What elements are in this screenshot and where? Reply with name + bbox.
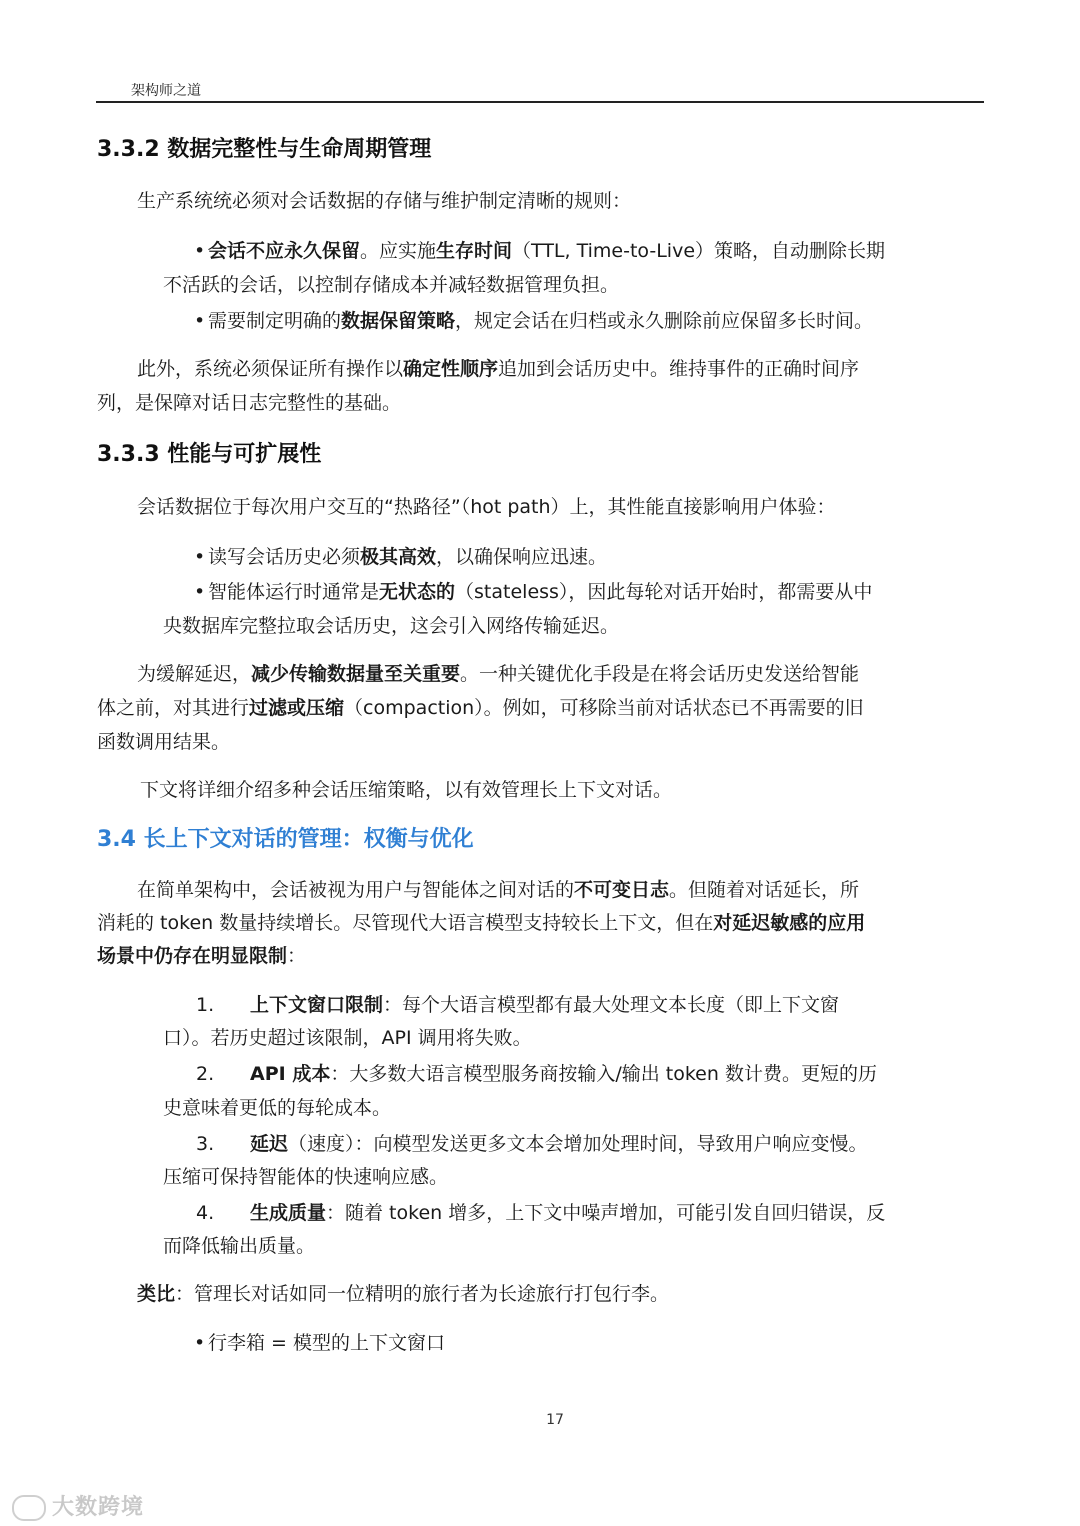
sec332-intro: 生产系统统必须对会话数据的存储与维护制定清晰的规则：	[137, 190, 632, 212]
watermark: 大数跨境	[12, 1490, 144, 1521]
heading-3-4: 3.4 长上下文对话的管理：权衡与优化	[97, 827, 474, 852]
header-rule	[96, 101, 984, 103]
sec333-para-2: 为缓解延迟，减少传输数据量至关重要。一种关键优化手段是在将会话历史发送给智能	[137, 663, 860, 685]
bullet-icon: •	[194, 310, 206, 332]
sec332-bullet-1-cont: 不活跃的会话，以控制存储成本并减轻数据管理负担。	[163, 274, 620, 296]
list-item-1: 1. 上下文窗口限制：每个大语言模型都有最大处理文本长度（即上下文窗	[196, 994, 840, 1016]
heading-3-3-2: 3.3.2 数据完整性与生命周期管理	[97, 137, 432, 162]
sec34-para-1-cont: 消耗的 token 数量持续增长。尽管现代大语言模型支持较长上下文，但在对延迟敏感的应用	[97, 912, 866, 934]
sec333-para-2-end: 函数调用结果。	[97, 731, 231, 753]
list-item-3: 3. 延迟（速度）：向模型发送更多文本会增加处理时间，导致用户响应变慢。	[196, 1133, 868, 1155]
sec333-bullet-2: • 智能体运行时通常是无状态的（stateless），因此每轮对话开始时，都需要从中	[194, 575, 872, 609]
sec333-para-2-cont: 体之前，对其进行过滤或压缩（compaction）。例如，可移除当前对话状态已不再需要的旧	[97, 697, 864, 719]
sec34-para-1-end: 场景中仍存在明显限制：	[97, 945, 307, 967]
list-item-3-cont: 压缩可保持智能体的快速响应感。	[163, 1166, 449, 1188]
list-item-2-cont: 史意味着更低的每轮成本。	[163, 1097, 392, 1119]
sec34-para-1: 在简单架构中，会话被视为用户与智能体之间对话的不可变日志。但随着对话延长，所	[137, 879, 860, 901]
sec332-para-2: 此外，系统必须保证所有操作以确定性顺序追加到会话历史中。维持事件的正确时间序	[137, 358, 860, 380]
page-number: 17	[546, 1412, 564, 1428]
sec332-bullet-1: • 会话不应永久保留。应实施生存时间（TTL, Time-to-Live）策略，自动删除长期	[194, 234, 885, 268]
sec333-bullet-1: • 读写会话历史必须极其高效，以确保响应迅速。	[194, 540, 607, 574]
sec333-para-3: 下文将详细介绍多种会话压缩策略，以有效管理长上下文对话。	[140, 779, 673, 801]
sec332-para-2-cont: 列，是保障对话日志完整性的基础。	[97, 392, 402, 414]
bullet-icon: •	[194, 1332, 206, 1354]
running-header: 架构师之道	[131, 83, 201, 99]
bullet-icon: •	[194, 546, 206, 568]
sec333-intro: 会话数据位于每次用户交互的“热路径”（hot path）上，其性能直接影响用户体验：	[137, 496, 836, 518]
list-item-4: 4. 生成质量：随着 token 增多，上下文中噪声增加，可能引发自回归错误，反	[196, 1202, 886, 1224]
analogy-para: 类比：管理长对话如同一位精明的旅行者为长途旅行打包行李。	[137, 1283, 670, 1305]
bullet-icon: •	[194, 240, 206, 262]
analogy-bullet-1: • 行李箱 = 模型的上下文窗口	[194, 1326, 445, 1360]
sec333-bullet-2-cont: 央数据库完整拉取会话历史，这会引入网络传输延迟。	[163, 615, 620, 637]
sec332-bullet-2: • 需要制定明确的数据保留策略，规定会话在归档或永久删除前应保留多长时间。	[194, 304, 873, 338]
watermark-logo-icon	[12, 1495, 46, 1521]
list-item-1-cont: 口）。若历史超过该限制，API 调用将失败。	[163, 1027, 532, 1049]
list-item-2: 2. API 成本：大多数大语言模型服务商按输入/输出 token 数计费。更短的历	[196, 1063, 877, 1085]
list-item-4-cont: 而降低输出质量。	[163, 1235, 316, 1257]
bullet-icon: •	[194, 581, 206, 603]
heading-3-3-3: 3.3.3 性能与可扩展性	[97, 442, 322, 467]
